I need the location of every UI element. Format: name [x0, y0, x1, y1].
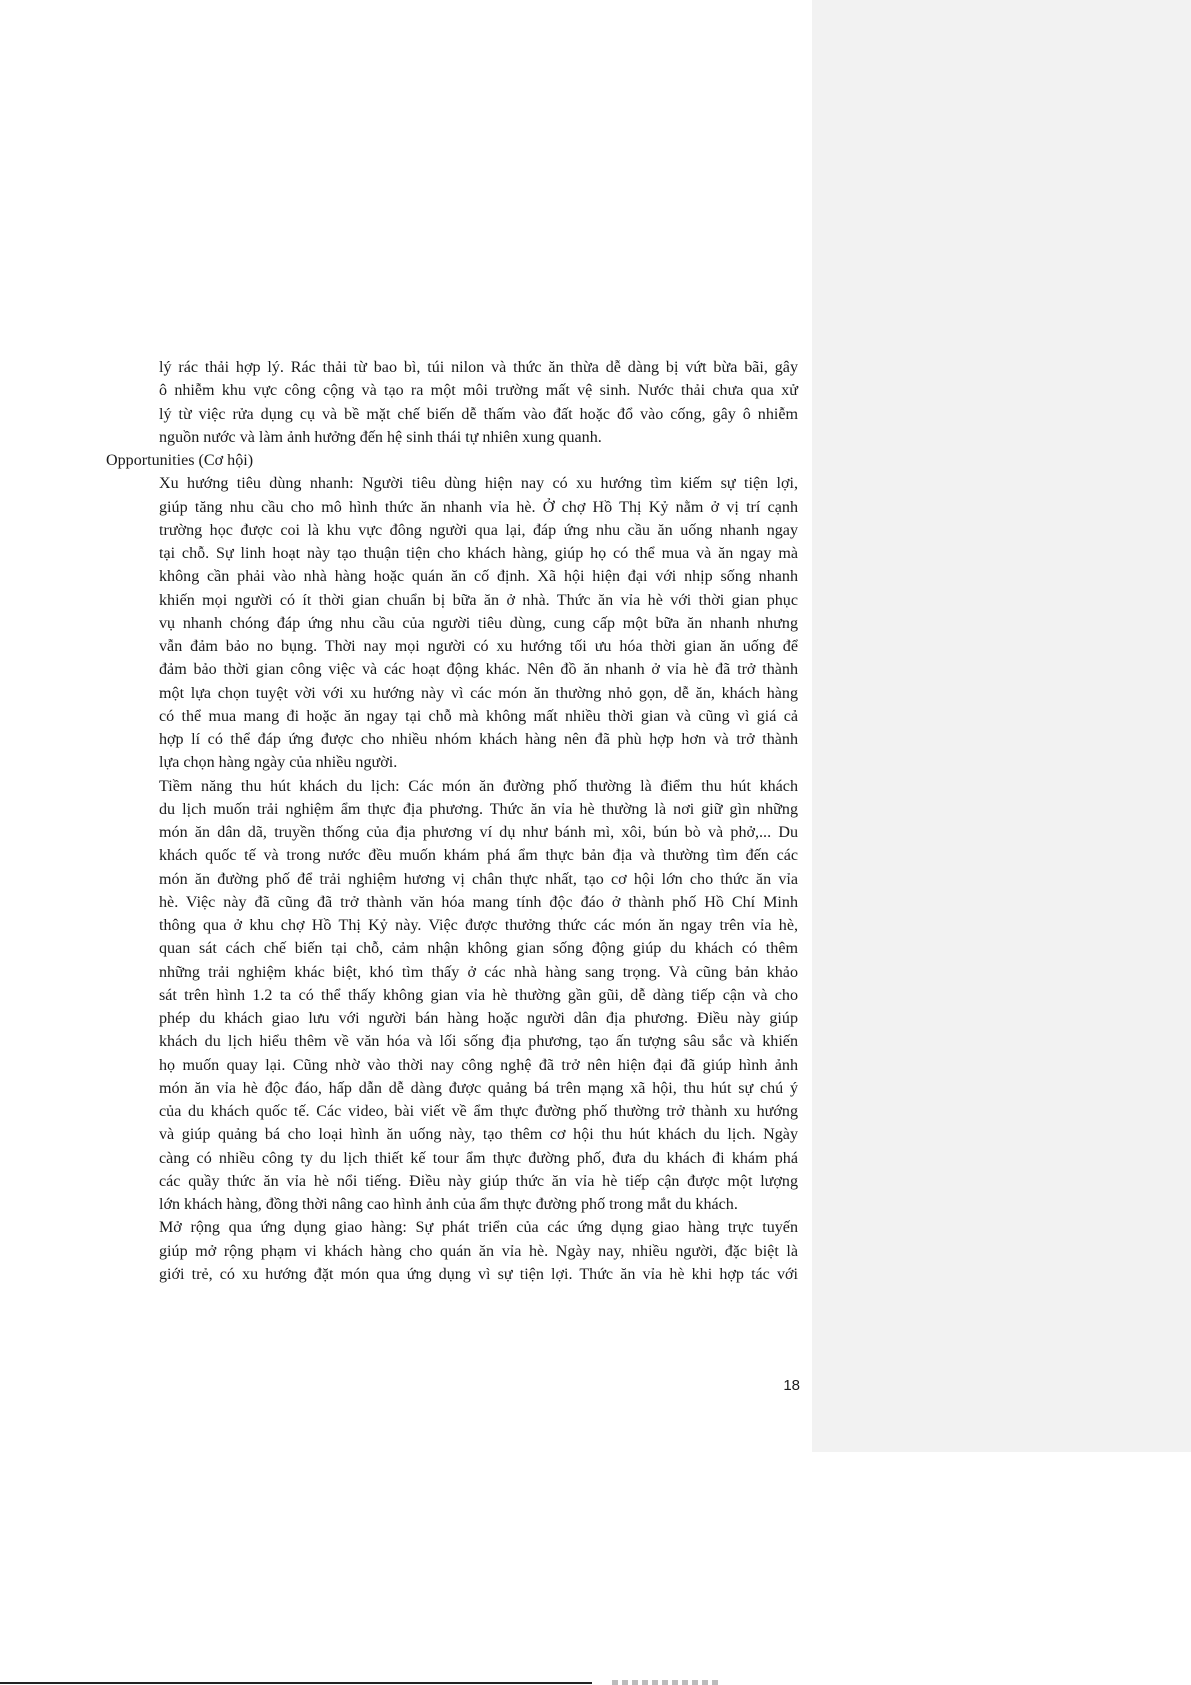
paragraph-tourism-line: khách quốc tế và trong nước đều muốn khám phá ẩm thực bản địa và thường tìm đến các — [159, 847, 798, 865]
page-number: 18 — [783, 1377, 800, 1394]
paragraph-tourism-line: các quầy thức ăn vỉa hè nổi tiếng. Điều này giúp thức ăn vỉa hè tiếp cận được một lượng — [159, 1172, 798, 1190]
paragraph-tourism-line: thông qua ở khu chợ Hồ Thị Kỷ này. Việc được thưởng thức các món ăn ngay trên vỉa hè, — [159, 917, 798, 934]
paragraph-tourism-line: họ muốn quay lại. Cũng nhờ vào thời nay công nghệ đã trở nên hiện đại đã giúp hình ảnh — [159, 1056, 798, 1074]
paragraph-fast-consumption-line: đảm bảo thời gian công việc và các hoạt động khác. Nên đồ ăn nhanh ở vỉa hè đã trở thành — [159, 661, 798, 679]
paragraph-tourism-line: Tiềm năng thu hút khách du lịch: Các món ăn đường phố thường là điểm thu hút khách — [159, 777, 798, 795]
paragraph-fast-consumption-line: có thể mua mang đi hoặc ăn ngay tại chỗ mà không mất nhiều thời gian và cũng vì giá cả — [159, 707, 798, 725]
paragraph-tourism-line: món ăn dân dã, truyền thống của địa phương ví dụ như bánh mì, xôi, bún bò và phở,... Du — [159, 824, 798, 841]
paragraph-fast-consumption-line: trường học được coi là khu vực đông người qua lại, đáp ứng nhu cầu ăn uống nhanh ngay — [159, 521, 798, 539]
paragraph-tourism-line: và giúp quảng bá cho loại hình ăn uống này, tạo thêm cơ hội thu hút khách du lịch. Ngày — [159, 1126, 798, 1144]
paragraph-delivery-apps-line: giúp mở rộng phạm vi khách hàng cho quán ăn vỉa hè. Ngày nay, nhiều người, đặc biệt là — [159, 1242, 798, 1260]
paragraph-tourism-line: hè. Việc này đã cũng đã trở thành văn hóa mang tính độc đáo ở thành phố Hồ Chí Minh — [159, 893, 798, 911]
paragraph-tourism-line: món ăn vỉa hè độc đáo, hấp dẫn dễ dàng được quảng bá trên mạng xã hội, thu hút sự chú ý — [159, 1079, 798, 1097]
paragraph-fast-consumption-line: một lựa chọn tuyệt vời với xu hướng này vì các món ăn thường nhỏ gọn, dễ ăn, khách hàng — [159, 684, 798, 702]
paragraph-fast-consumption-line: vụ nhanh chóng đáp ứng nhu cầu của người tiêu dùng, cung cấp một bữa ăn nhanh nhưng — [159, 614, 798, 632]
paragraph-fast-consumption-line: vẫn đảm bảo no bụng. Thời nay mọi người có xu hướng tối ưu hóa thời gian ăn uống để — [159, 638, 798, 655]
paragraph-tourism-line: của du khách quốc tế. Các video, bài viết về ẩm thực đường phố thường trở thành xu hướng — [159, 1103, 798, 1120]
paragraph-fast-consumption-line: không cần phải vào nhà hàng hoặc quán ăn cố định. Xã hội hiện đại với nhịp sống nhanh — [159, 568, 798, 586]
paragraph-waste-line: lý từ việc rửa dụng cụ và bề mặt chế biến dễ thấm vào đất hoặc đổ vào cống, gây ô nhiễm — [159, 405, 798, 423]
paragraph-fast-consumption-line: hợp lí có thể đáp ứng được cho nhiều nhóm khách hàng nên đã phù hợp hơn và trở thành — [159, 731, 798, 748]
paragraph-tourism-line: những trải nghiệm khác biệt, khó tìm thấy ở các nhà hàng sang trọng. Và cũng bản khảo — [159, 963, 798, 981]
footer-marks — [612, 1680, 722, 1685]
paragraph-fast-consumption-line: giúp tăng nhu cầu cho mô hình thức ăn nhanh vỉa hè. Ở chợ Hồ Thị Kỷ nằm ở vị trí cạnh — [159, 498, 798, 516]
paragraph-tourism-line: du lịch muốn trải nghiệm ẩm thực địa phương. Thức ăn vỉa hè thường là nơi giữ gìn những — [159, 800, 798, 818]
paragraph-tourism-line: sát trên hình 1.2 ta có thể thấy không gian vỉa hè thường gần gũi, dễ dàng tiếp cận và cho — [159, 986, 798, 1004]
paragraph-fast-consumption-line: tại chỗ. Sự linh hoạt này tạo thuận tiện cho khách hàng, giúp họ có thể mua và ăn ngay mà — [159, 545, 798, 562]
paragraph-tourism-line: món ăn đường phố để trải nghiệm hương vị chân thực nhất, tạo cơ hội lớn cho thức ăn vỉa — [159, 870, 798, 888]
paragraph-delivery-apps-line: Mở rộng qua ứng dụng giao hàng: Sự phát triển của các ứng dụng giao hàng trực tuyến — [159, 1219, 798, 1237]
footer-rule — [0, 1682, 592, 1684]
paragraph-delivery-apps-line: giới trẻ, có xu hướng đặt món qua ứng dụng vì sự tiện lợi. Thức ăn vỉa hè khi hợp tác với — [159, 1265, 798, 1283]
paragraph-waste-line: lý rác thải hợp lý. Rác thải từ bao bì, túi nilon và thức ăn thừa dễ dàng bị vứt bừa bãi, gây — [159, 359, 798, 376]
paragraph-tourism-line: phép du khách giao lưu với người bán hàng hoặc người dân địa phương. Điều này giúp — [159, 1010, 798, 1027]
paragraph-tourism-line: khách du lịch hiểu thêm về văn hóa và lối sống địa phương, tạo ấn tượng sâu sắc và khiến — [159, 1033, 798, 1051]
section-heading: Opportunities (Cơ hội) — [106, 452, 254, 469]
paragraph-fast-consumption-line: lựa chọn hàng ngày của nhiều người. — [159, 754, 398, 772]
comment-pane — [812, 0, 1191, 1452]
paragraph-fast-consumption-line: khiến mọi người có ít thời gian chuẩn bị bữa ăn ở nhà. Thức ăn vỉa hè với thời gian phục — [159, 591, 798, 609]
paragraph-waste-line: ô nhiễm khu vực công cộng và tạo ra một môi trường mất vệ sinh. Nước thải chưa qua xử — [159, 382, 798, 400]
paragraph-waste-line: nguồn nước và làm ảnh hưởng đến hệ sinh thái tự nhiên xung quanh. — [159, 428, 602, 446]
paragraph-tourism-line: quan sát cách chế biến tại chỗ, cảm nhận không gian sống động giúp du khách có thêm — [159, 940, 798, 958]
paragraph-tourism-line: lớn khách hàng, đồng thời nâng cao hình ảnh của ẩm thực đường phố trong mắt du khách. — [159, 1196, 738, 1213]
paragraph-fast-consumption-line: Xu hướng tiêu dùng nhanh: Người tiêu dùng hiện nay có xu hướng tìm kiếm sự tiện lợi, — [159, 475, 798, 493]
paragraph-tourism-line: càng có nhiều công ty du lịch thiết kế tour ẩm thực đường phố, đưa du khách đi khám phá — [159, 1149, 798, 1167]
